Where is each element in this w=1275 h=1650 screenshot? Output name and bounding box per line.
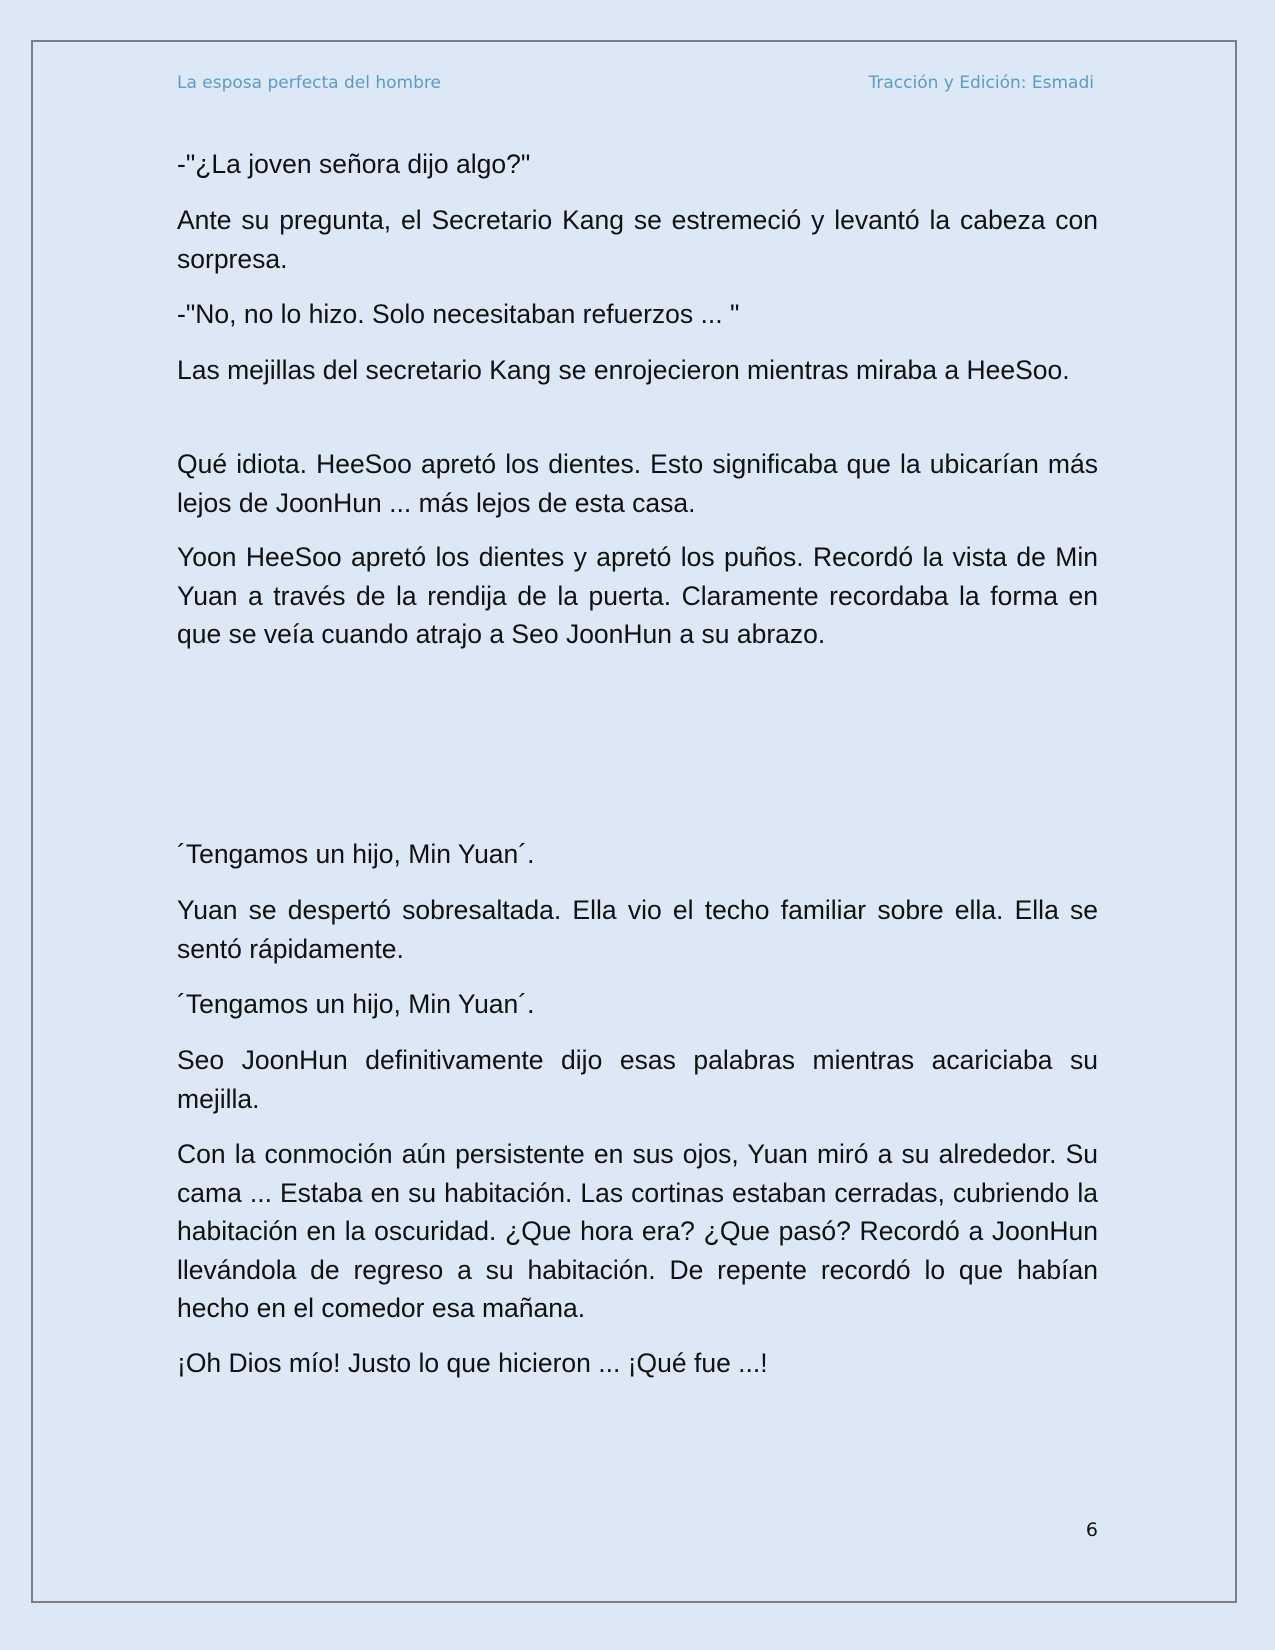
- paragraph: ¡Oh Dios mío! Justo lo que hicieron ... ¡Qué fue ...!: [177, 1348, 768, 1378]
- paragraph: Seo JoonHun definitivamente dijo esas palabras mientras acariciaba su mejilla.: [177, 1045, 1098, 1114]
- paragraph: Con la conmoción aún persistente en sus ojos, Yuan miró a su alrededor. Su cama ... Estaba en su habitación. Las cortinas estaban cerradas, cubriendo la habitación en la oscuridad. ¿Que hora era? ¿Que pasó? Recordó a JoonHun llevándola de regreso a su habitación. De repente recordó lo que habían hecho en el comedor esa mañana.: [177, 1139, 1098, 1323]
- paragraph: ´Tengamos un hijo, Min Yuan´.: [177, 839, 535, 869]
- paragraph: -"¿La joven señora dijo algo?": [177, 149, 531, 179]
- paragraph: Yuan se despertó sobresaltada. Ella vio el techo familiar sobre ella. Ella se sentó rápidamente.: [177, 895, 1098, 964]
- paragraph: ´Tengamos un hijo, Min Yuan´.: [177, 989, 535, 1019]
- paragraph: Yoon HeeSoo apretó los dientes y apretó los puños. Recordó la vista de Min Yuan a través de la rendija de la puerta. Claramente recordaba la forma en que se veía cuando atrajo a Seo JoonHun a su abrazo.: [177, 542, 1098, 649]
- paragraph: Las mejillas del secretario Kang se enrojecieron mientras miraba a HeeSoo.: [177, 355, 1070, 385]
- header-book-title: La esposa perfecta del hombre: [177, 73, 441, 93]
- paragraph: -"No, no lo hizo. Solo necesitaban refuerzos ... ": [177, 299, 740, 329]
- page-number: 6: [1085, 1519, 1098, 1541]
- paragraph: Qué idiota. HeeSoo apretó los dientes. Esto significaba que la ubicarían más lejos de JoonHun ... más lejos de esta casa.: [177, 449, 1098, 518]
- paragraph: Ante su pregunta, el Secretario Kang se estremeció y levantó la cabeza con sorpresa.: [177, 205, 1098, 274]
- header-translation-credit: Tracción y Edición: Esmadi: [868, 73, 1094, 93]
